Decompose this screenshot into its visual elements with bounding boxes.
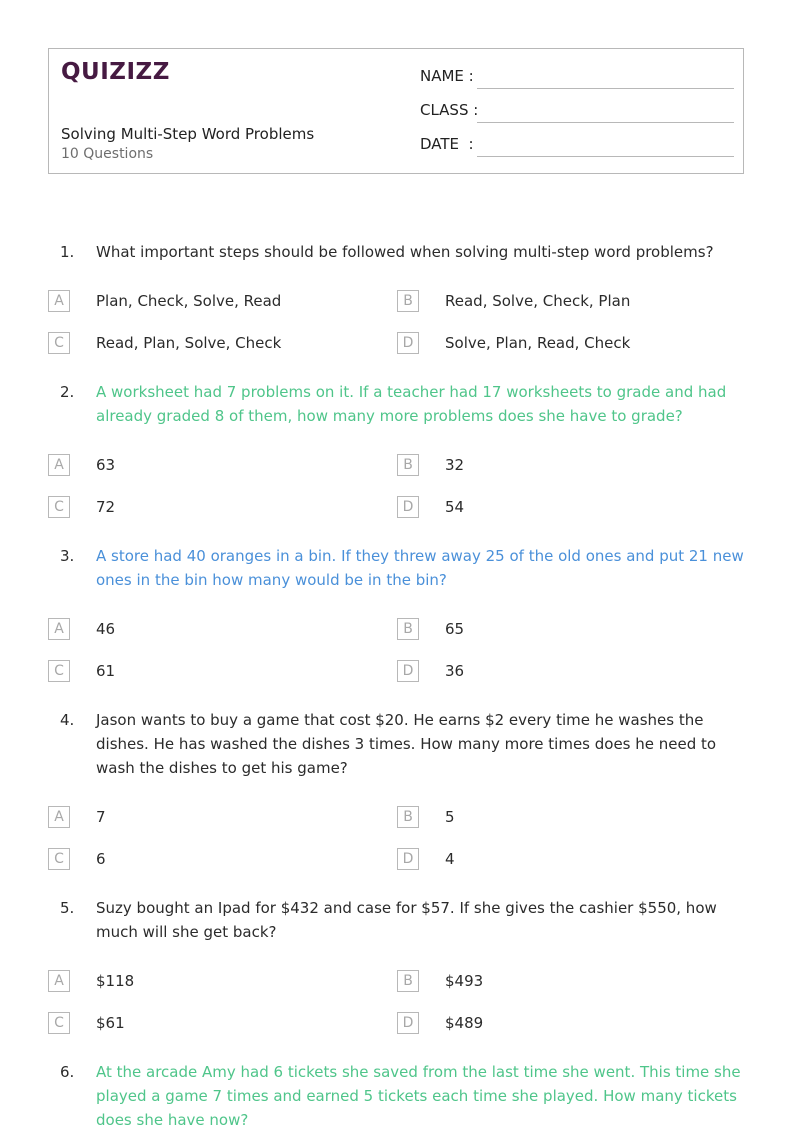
option-text: 6 [96, 850, 106, 868]
question-number: 4. [60, 711, 75, 729]
option-letter: B [397, 806, 419, 828]
option-letter: A [48, 290, 70, 312]
option-text: $61 [96, 1014, 125, 1032]
option-letter: D [397, 1012, 419, 1034]
question-number: 3. [60, 547, 75, 565]
question-text: Jason wants to buy a game that cost $20. He earns $2 every time he washes the dishes. He has washed the dishes 3 times. How many more times does he need to wash the dishes to get his game? [96, 711, 717, 777]
option-text: 7 [96, 808, 106, 826]
question-number: 6. [60, 1063, 75, 1081]
option-letter: D [397, 660, 419, 682]
question-count: 10 Questions [61, 146, 154, 162]
question-text: A worksheet had 7 problems on it. If a teacher had 17 worksheets to grade and had already graded 8 of them, how many more problems does she have to grade? [96, 383, 727, 425]
option-text: $493 [445, 972, 484, 990]
class-field[interactable] [420, 101, 734, 123]
question-text: What important steps should be followed when solving multi-step word problems? [96, 243, 714, 261]
option-text: 63 [96, 456, 116, 474]
option-letter: D [397, 848, 419, 870]
option-text: 46 [96, 620, 116, 638]
option-letter: C [48, 332, 70, 354]
option-text: 4 [445, 850, 455, 868]
option-letter: B [397, 454, 419, 476]
question-text: Suzy bought an Ipad for $432 and case for $57. If she gives the cashier $550, how much will she get back? [96, 899, 717, 941]
question-number: 2. [60, 383, 75, 401]
name-line [477, 88, 734, 89]
option-text: 61 [96, 662, 116, 680]
option-text: 36 [445, 662, 465, 680]
option-text: Read, Solve, Check, Plan [445, 292, 631, 310]
option-text: Read, Plan, Solve, Check [96, 334, 282, 352]
option-text: 54 [445, 498, 465, 516]
worksheet-title: Solving Multi-Step Word Problems [61, 125, 315, 143]
quizizz-logo: QUIZIZZ [61, 59, 170, 85]
option-text: Solve, Plan, Read, Check [445, 334, 631, 352]
option-text: 72 [96, 498, 116, 516]
option-letter: D [397, 332, 419, 354]
option-letter: A [48, 454, 70, 476]
date-label: DATE : [420, 135, 474, 153]
question-number: 5. [60, 899, 75, 917]
class-label: CLASS : [420, 101, 479, 119]
question-text: A store had 40 oranges in a bin. If they threw away 25 of the old ones and put 21 new ones in the bin how many would be in the bin? [96, 547, 744, 589]
option-letter: B [397, 290, 419, 312]
name-field[interactable] [420, 67, 734, 89]
option-letter: B [397, 618, 419, 640]
date-field[interactable] [420, 135, 734, 157]
option-letter: A [48, 970, 70, 992]
option-letter: C [48, 660, 70, 682]
option-text: Plan, Check, Solve, Read [96, 292, 282, 310]
question-number: 1. [60, 243, 75, 261]
worksheet-header [48, 48, 744, 174]
class-line [477, 122, 734, 123]
question-text: At the arcade Amy had 6 tickets she saved from the last time she went. This time she played a game 7 times and earned 5 tickets each time she played. How many tickets does she have now? [96, 1063, 741, 1129]
option-text: 32 [445, 456, 465, 474]
option-letter: A [48, 618, 70, 640]
option-text: 65 [445, 620, 465, 638]
name-label: NAME : [420, 67, 474, 85]
option-letter: C [48, 496, 70, 518]
option-letter: C [48, 848, 70, 870]
option-letter: C [48, 1012, 70, 1034]
option-text: 5 [445, 808, 455, 826]
option-letter: B [397, 970, 419, 992]
date-line [477, 156, 734, 157]
option-text: $118 [96, 972, 135, 990]
option-letter: A [48, 806, 70, 828]
option-letter: D [397, 496, 419, 518]
option-text: $489 [445, 1014, 484, 1032]
